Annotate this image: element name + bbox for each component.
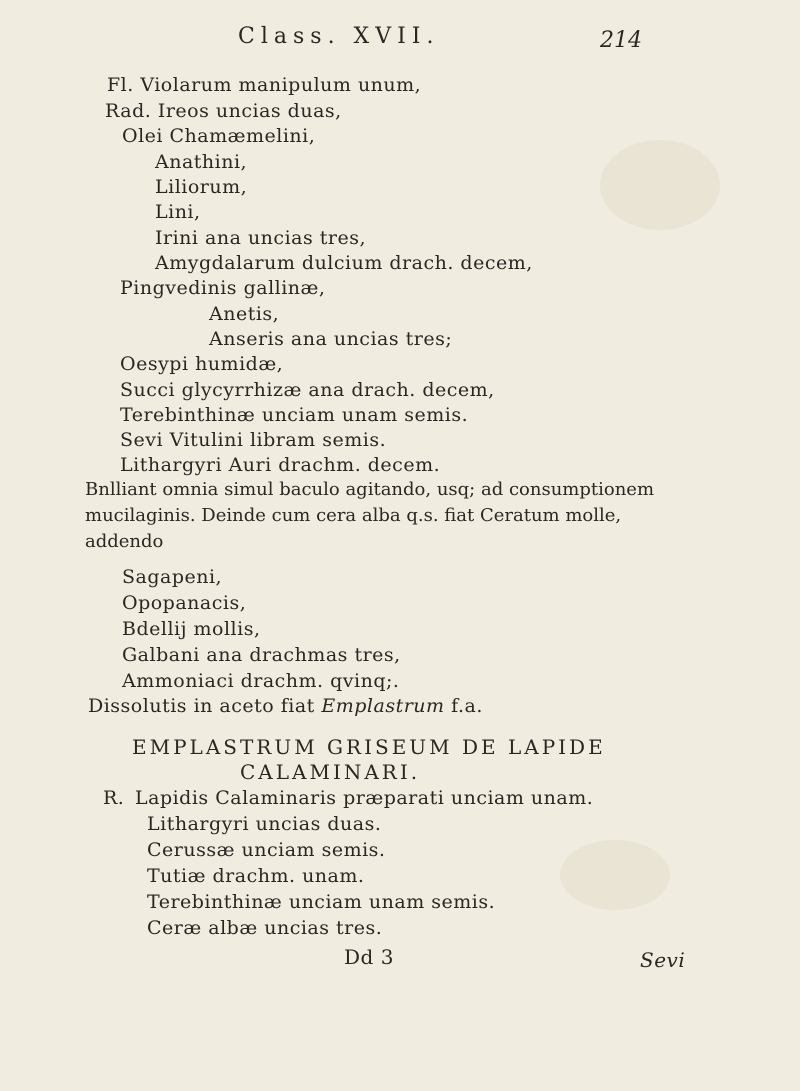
recipe-line: Sagapeni,	[122, 566, 223, 588]
closing-text: Dissolutis in aceto fiat	[88, 695, 315, 717]
signature-mark: Dd 3	[344, 945, 394, 969]
recipe-line: Pingvedinis gallinæ,	[120, 277, 326, 299]
recipe-line: Galbani ana drachmas tres,	[122, 644, 401, 666]
recipe-line: Amygdalarum dulcium drach. decem,	[155, 252, 533, 274]
recipe-line: Rad. Ireos uncias duas,	[105, 100, 342, 122]
recipe-line: Liliorum,	[155, 176, 248, 198]
recipe-line: Lithargyri Auri drachm. decem.	[120, 454, 441, 476]
recipe-line: Opopanacis,	[122, 592, 247, 614]
recipe-line: Tutiæ drachm. unam.	[147, 865, 365, 887]
recipe-line: Fl. Violarum manipulum unum,	[107, 74, 422, 96]
recipe-line: Ammoniaci drachm. qvinq;.	[122, 670, 400, 692]
recipe-line: Succi glycyrrhizæ ana drach. decem,	[120, 379, 495, 401]
instruction-text: Bnlliant omnia simul baculo agitando, usq; ad consumptionem	[85, 479, 655, 500]
recipe-line: Irini ana uncias tres,	[155, 227, 367, 249]
recipe-line: Lapidis Calaminaris præparati unciam unam.	[135, 787, 594, 809]
recipe-line: Terebinthinæ unciam unam semis.	[147, 891, 496, 913]
instruction-text: addendo	[85, 531, 164, 552]
catchword: Sevi	[640, 948, 686, 972]
recipe-marker: R.	[103, 787, 125, 809]
closing-end: f.a.	[451, 695, 483, 717]
section-title-continued: CALAMINARI.	[240, 760, 421, 784]
paper-stain	[560, 840, 670, 910]
recipe-line: Anseris ana uncias tres;	[209, 328, 453, 350]
recipe-line: Anetis,	[209, 303, 280, 325]
recipe-line: Oesypi humidæ,	[120, 353, 284, 375]
recipe-line: Sevi Vitulini libram semis.	[120, 429, 387, 451]
closing-italic: Emplastrum	[321, 695, 445, 717]
paper-stain	[600, 140, 720, 230]
recipe-line: Lini,	[155, 201, 201, 223]
running-header: Class. XVII.	[238, 24, 440, 49]
recipe-line: Lithargyri uncias duas.	[147, 813, 382, 835]
instruction-text: mucilaginis. Deinde cum cera alba q.s. fiat Ceratum molle,	[85, 505, 622, 526]
page-number: 214	[600, 28, 642, 53]
recipe-line: Olei Chamæmelini,	[122, 125, 316, 147]
recipe-line: Cerussæ unciam semis.	[147, 839, 386, 861]
recipe-line: Terebinthinæ unciam unam semis.	[120, 404, 469, 426]
section-title: EMPLASTRUM GRISEUM DE LAPIDE	[132, 735, 606, 759]
closing-line	[88, 697, 483, 716]
recipe-line: Anathini,	[155, 151, 248, 173]
recipe-line: Ceræ albæ uncias tres.	[147, 917, 383, 939]
recipe-line: Bdellij mollis,	[122, 618, 261, 640]
